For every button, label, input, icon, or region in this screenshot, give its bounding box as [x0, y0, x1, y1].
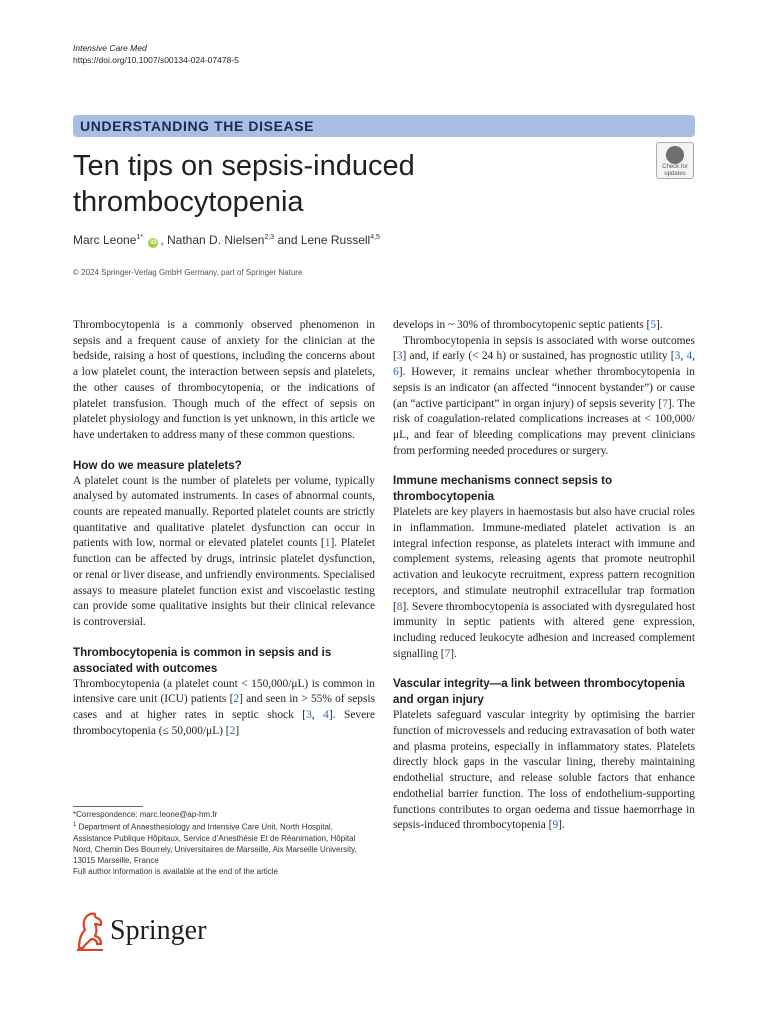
citation-link[interactable]: 7: [662, 397, 668, 410]
author-name[interactable]: Marc Leone: [73, 233, 137, 247]
section-heading: Thrombocytopenia is common in sepsis and is associated with outcomes: [73, 645, 332, 675]
citation-link[interactable]: 4: [686, 350, 693, 363]
intro-paragraph: Thrombocytopenia is a commonly observed phenomenon in sepsis and a frequent cause of anxiety for the clinician at the bedside, raising a host of questions, including the concerns about a low platelet count, the interaction between sepsis and platelets, the other causes of thrombocytopenia, or the indications of platelet transfusion. Though much of the effect of sepsis on platelet physiology and function is yet unknown, in this article we have undertaken to address many of these common questions.: [73, 319, 375, 441]
check-updates-icon: [666, 146, 684, 164]
citation-link[interactable]: 9: [552, 819, 559, 832]
body-paragraph: A platelet count is the number of platelets per volume, typically analysed by automated instruments. In cases of abnormal counts, counts are repeated manually. Reported platelet counts are strictly quantitative and qualitative platelet dysfunction can occur in patients with low, normal or elevated platelet counts [1]. Platelet function can be affected by drugs, intrinsic platelet dysfunction, or renal or liver disease, and unfriendly environments. Specialised assays to measure platelet function exist and viscoelastic testing can provide some qualitative insights but their clinical relevance is controversial.: [73, 474, 376, 628]
footnotes: [73, 809, 373, 877]
citation-link[interactable]: 6: [393, 366, 399, 379]
author-name[interactable]: , Nathan D. Nielsen: [160, 233, 265, 247]
body-paragraph: Thrombocytopenia (a platelet count < 150,000/μL) is common in intensive care unit (ICU) patients [2] and seen in > 55% of sepsis cases and at higher rates in septic shock [3, 4]. Severe thrombocytopenia (≤ 50,000/μL) [2]: [73, 677, 376, 737]
body-paragraph: develops in ~ 30% of thrombocytopenic septic patients [5].: [393, 319, 663, 331]
section-heading: Vascular integrity—a link between thrombocytopenia and organ injury: [393, 677, 685, 707]
author-affiliation: 4,5: [370, 234, 380, 241]
author-affiliation: 1*: [136, 234, 143, 241]
citation-link[interactable]: 8: [396, 600, 403, 613]
citation-link[interactable]: 4: [323, 709, 329, 722]
citation-link[interactable]: 2: [233, 693, 240, 706]
footnote-divider: [73, 806, 143, 807]
citation-link[interactable]: 3: [396, 350, 403, 363]
citation-link[interactable]: 1: [324, 537, 331, 550]
springer-horse-icon: [73, 910, 107, 952]
publisher-logo-text: Springer: [110, 915, 207, 946]
doi-link[interactable]: https://doi.org/10.1007/s00134-024-07478-5: [73, 55, 239, 65]
right-column: [393, 318, 695, 834]
section-banner: UNDERSTANDING THE DISEASE: [73, 115, 695, 137]
check-updates-line1: Check for: [662, 164, 688, 170]
journal-name: Intensive Care Med: [73, 43, 147, 53]
affiliation-note: $^1$ Department of Anaesthesiology and Intensive Care Unit, North Hospital, Assistance Publique Hôpitaux, Service d’Anesthésie Et de Réanimation, Hôpital Nord, Chemin Des Bourrely, Universitaires de Marseille, Aix Marseille University, 13015 Marseille, France: [73, 822, 357, 865]
body-paragraph: Platelets are key players in haemostasis but also have crucial roles in inflammation. Immune-mediated platelet activation is an integral infection response, as platelets interact with immune and complement systems, releasing agents that promote neutrophil activation and leukocyte recruitment, express pattern recognition receptors, and stimulate neutrophil extracellular trap formation [8]. Severe thrombocytopenia is associated with dysregulated host immunity in septic patients with altered gene expression, including reduced leukocyte adhesion and increased complement signalling [7].: [393, 506, 695, 660]
citation-link[interactable]: 3: [674, 350, 681, 363]
citation-link[interactable]: 7: [444, 647, 451, 660]
body-paragraph: Thrombocytopenia in sepsis is associated with worse outcomes [3] and, if early (< 24 h) or sustained, has prognostic utility [3, 4, 6]. However, it remains unclear whether thrombocytopenia in sepsis is an indicator (an affected “innocent bystander”) or cause (an “active participant” in organ injury) of sepsis severity [7]. The risk of coagulation-related complications increases at < 100,000/μL, and fear of bleeding complications may prevent clinicians from performing needed procedures or surgery.: [393, 334, 695, 457]
check-updates-line2: updates: [664, 170, 686, 177]
full-author-info-note: Full author information is available at the end of the article: [73, 866, 279, 876]
left-column: [73, 318, 375, 739]
body-paragraph: Platelets safeguard vascular integrity by optimising the barrier function of microvessels and reducing extravasation of both water and plasma proteins, especially in inflammatory states. Platelets directly block gaps in the vascular lining, thereby maintaining endothelial structure, and release soluble factors that enhance endothelial barrier function. The loss of endothelium-supporting functions contributes to organ oedema and tissue haemorrhage in sepsis-induced thrombocytopenia [9].: [393, 709, 695, 832]
author-affiliation: 2,3: [264, 234, 275, 241]
citation-link[interactable]: 5: [650, 319, 657, 331]
citation-link[interactable]: 2: [229, 724, 236, 737]
author-name[interactable]: and Lene Russell: [274, 233, 371, 247]
copyright-line: © 2024 Springer-Verlag GmbH Germany, part of Springer Nature: [73, 268, 303, 277]
orcid-icon[interactable]: iD: [150, 239, 157, 246]
section-heading: How do we measure platelets?: [73, 458, 242, 472]
citation-link[interactable]: 3: [306, 709, 312, 722]
correspondence-note[interactable]: *Correspondence: marc.leone@ap-hm.fr: [73, 810, 218, 819]
check-for-updates-badge[interactable]: [656, 142, 694, 179]
article-title: Ten tips on sepsis-induced thrombocytopenia: [73, 150, 415, 218]
author-list: [73, 230, 380, 248]
section-heading: Immune mechanisms connect sepsis to thrombocytopenia: [393, 474, 613, 504]
